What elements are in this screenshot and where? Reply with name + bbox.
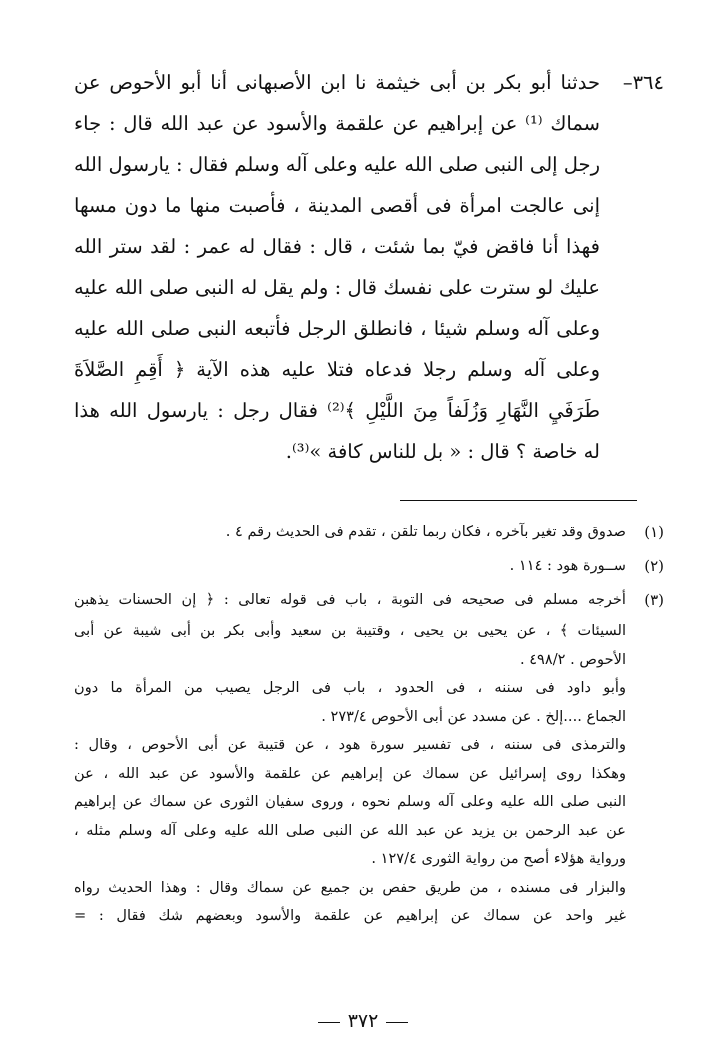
footnote-separator (400, 500, 637, 501)
footnote-line: أخرجه مسلم فى صحيحه فى التوبة ، باب فى قوله تعالى : ﴿ إن الحسنات يذهبن (74, 591, 626, 608)
footnote-line: الأحوص . ٤٩٨/٢ . (519, 650, 626, 668)
hadith-line-5: فهذا أنا فاقض فيّ بما شئت ، قال : فقال له عمر : لقد ستر الله (74, 235, 600, 258)
footnote-line: ورواية هؤلاء أصح من رواية الثورى ١٢٧/٤ . (371, 850, 626, 867)
hadith-line-2: سماك ⁽¹⁾ عن إبراهيم عن علقمة والأسود عن عبد الله قال : جاء (74, 112, 600, 135)
footnote-line: وأبو داود فى سننه ، فى الحدود ، باب فى الرجل يصيب من المرأة ما دون (74, 679, 626, 696)
hadith-line-6: عليك لو سترت على نفسك قال : ولم يقل له النبى صلى الله عليه (74, 276, 600, 299)
footnote-line: ســورة هود : ١١٤ . (509, 557, 626, 574)
footnote-line: والبزار فى مسنده ، من طريق حفص بن جميع عن سماك وقال : وهذا الحديث رواه (74, 878, 626, 896)
hadith-number: ٣٦٤– (622, 71, 664, 94)
hadith-line-4: إنى عالجت امرأة فى أقصى المدينة ، فأصبت منها ما دون مسها (74, 194, 600, 217)
hadith-line-9: طَرَفَيِ النَّهَارِ وَزُلَفاً مِنَ اللَّيْلِ ﴾⁽²⁾ فقال رجل : يارسول الله هذا (74, 399, 600, 422)
footnote-line: والترمذى فى سننه ، فى تفسير سورة هود ، عن قتيبة عن أبى الأحوص ، وقال : (74, 736, 626, 753)
dash-left (318, 1022, 340, 1023)
hadith-line-8: وعلى آله وسلم رجلا فدعاه فتلا عليه هذه الآية ﴿ أَقِمِ الصَّلاَةَ (74, 358, 600, 381)
footnote-marker: (٢) (644, 557, 664, 575)
footnote-line: السيئات ﴾ ، عن يحيى بن يحيى ، وقتيبة بن سعيد وأبى بكر بن أبى شيبة عن أبى (74, 622, 626, 639)
page-number: ٣٧٢ (0, 1010, 726, 1032)
footnote-2 (74, 549, 664, 583)
footnote-line: النبى صلى الله عليه وعلى آله وسلم نحوه ، وروى سفيان الثورى عن سماك عن إبراهيم (74, 793, 626, 810)
footnote-1 (74, 515, 664, 549)
footnote-3 (74, 583, 664, 931)
footnote-marker: (٣) (644, 591, 664, 609)
hadith-line-10: له خاصة ؟ قال : « بل للناس كافة »⁽³⁾. (285, 440, 600, 463)
footnote-line: وهكذا روى إسرائيل عن سماك عن إبراهيم عن علقمة والأسود عن عبد الله ، عن (74, 764, 626, 782)
footnote-line: غير واحد عن سماك عن إبراهيم عن علقمة والأسود وبعضهم شك فقال : = (74, 907, 626, 924)
hadith-text (74, 62, 664, 472)
hadith-line-7: وعلى آله وسلم شيئا ، فانطلق الرجل فأتبعه النبى صلى الله عليه (74, 317, 600, 340)
hadith-line-3: رجل إلى النبى صلى الله عليه وعلى آله وسلم فقال : يارسول الله (74, 153, 600, 176)
footnote-line: الجماع ....إلخ . عن مسدد عن أبى الأحوص ٢٧٣/٤ . (321, 707, 626, 725)
footnote-line: عن عبد الرحمن بن يزيد عن عبد الله عن النبى صلى الله عليه وعلى آله وسلم مثله ، (74, 821, 626, 839)
footnote-marker: (١) (644, 523, 664, 541)
dash-right (386, 1022, 408, 1023)
footnote-line: صدوق وقد تغير بآخره ، فكان ربما تلقن ، تقدم فى الحديث رقم ٤ . (225, 523, 626, 540)
hadith-line-1: ٣٦٤–حدثنا أبو بكر بن أبى خيثمة نا ابن الأصبهانى أنا أبو الأحوص عن (74, 62, 664, 103)
